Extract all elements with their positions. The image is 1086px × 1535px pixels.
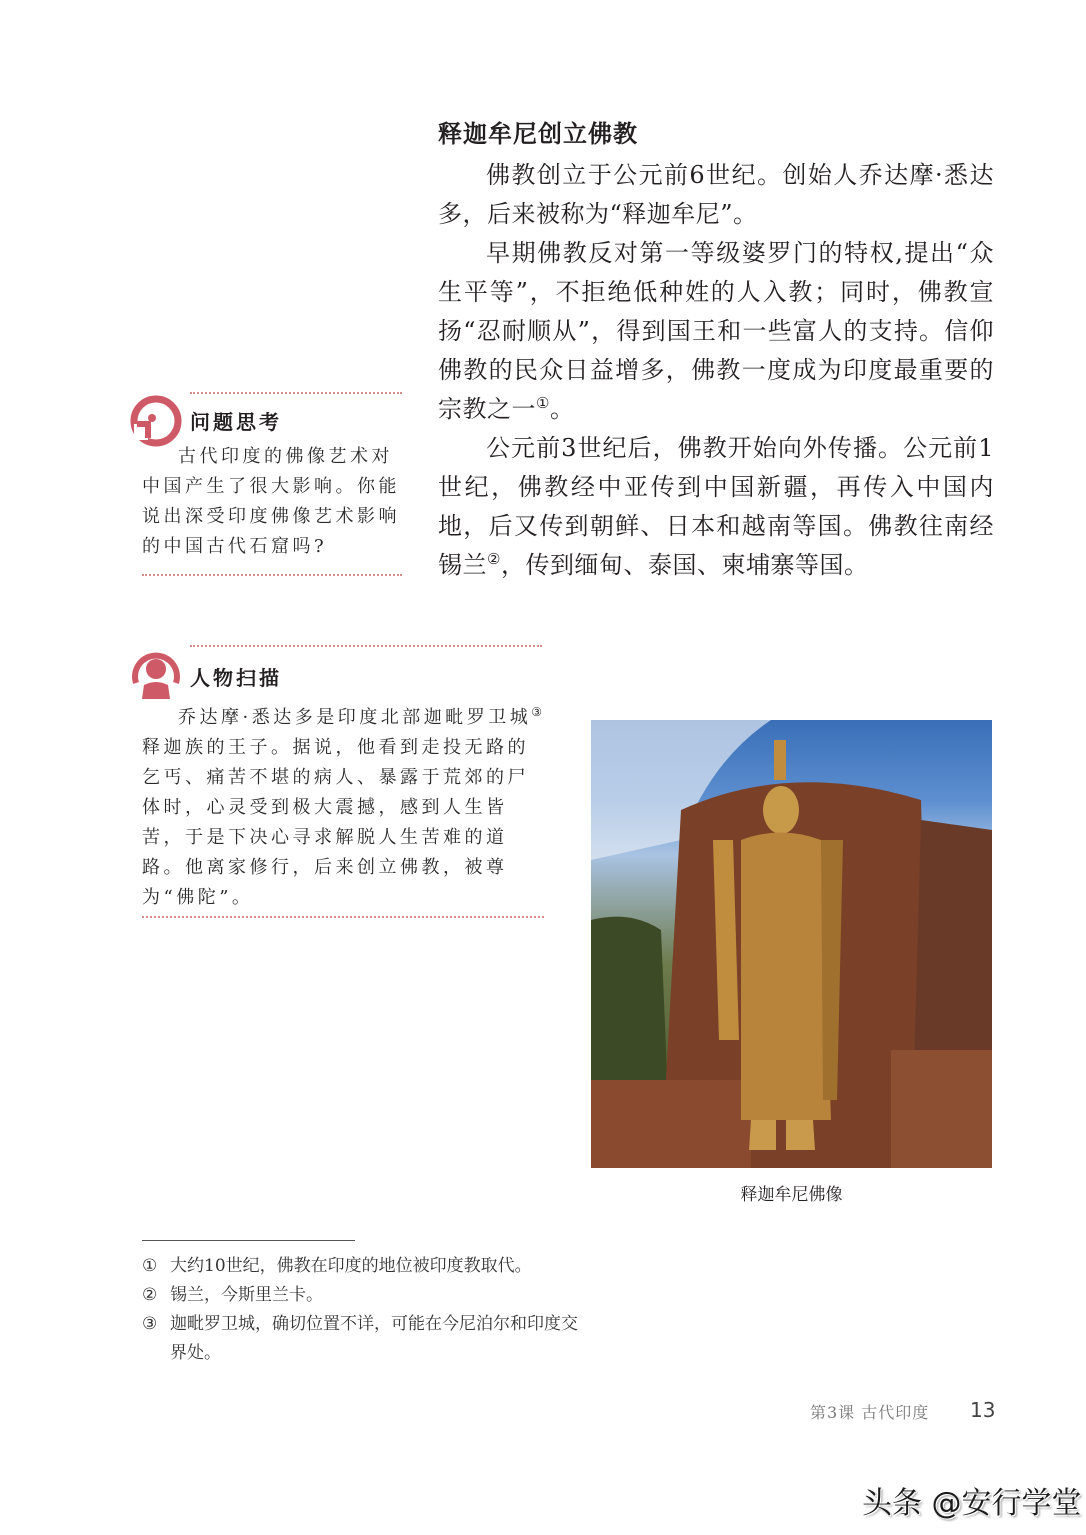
watermark: 头条 @安行学堂 [862,1486,1082,1521]
person-box-bottom-divider [142,916,544,918]
think-box-title: 问题思考 [190,410,282,434]
paragraph-3: 公元前3世纪后，佛教开始向外传播。公元前1世纪，佛教经中亚传到中国新疆，再传入中国内地，后又传到朝鲜、日本和越南等国。佛教往南经锡兰②，传到缅甸、泰国、柬埔寨等国。 [438,434,994,579]
think-box-bottom-divider [142,574,402,576]
footnote-1: ① 大约10世纪，佛教在印度的地位被印度教取代。 [142,1256,532,1276]
buddha-statue-photo [591,720,992,1168]
footnotes [142,1252,582,1368]
photo-caption: 释迦牟尼佛像 [740,1185,843,1205]
page-number: 13 [970,1398,996,1422]
think-box-top-divider [190,392,402,394]
paragraph-2: 早期佛教反对第一等级婆罗门的特权,提出“众生平等”，不拒绝低种姓的人入教；同时，佛教宣扬“忍耐顺从”，得到国王和一些富人的支持。信仰佛教的民众日益增多，佛教一度成为印度最重要的宗教之一①。 [438,239,994,423]
paragraph-1: 佛教创立于公元前6世纪。创始人乔达摩·悉达多，后来被称为“释迦牟尼”。 [438,161,994,228]
lesson-label: 第3课 古代印度 [810,1403,930,1422]
footnote-divider [142,1240,355,1241]
person-box-text: 乔达摩·悉达多是印度北部迦毗罗卫城③释迦族的王子。据说，他看到走投无路的乞丐、痛苦不堪的病人、暴露于荒郊的尸体时，心灵受到极大震撼，感到人生皆苦，于是下决心寻求解脱人生苦难的道路。他离家修行，后来创立佛教，被尊为“佛陀”。 [142,705,542,908]
footnote-3: ③ 迦毗罗卫城，确切位置不详，可能在今尼泊尔和印度交界处。 [142,1314,578,1363]
footnote-ref-3[interactable]: ③ [531,705,542,719]
question-head-icon [129,394,183,448]
person-icon [129,647,183,701]
person-box-top-divider [190,645,542,647]
person-box-title: 人物扫描 [190,666,282,690]
footnote-ref-2[interactable]: ② [487,550,501,568]
footnote-2: ② 锡兰，今斯里兰卡。 [142,1285,323,1305]
section-title: 释迦牟尼创立佛教 [438,120,638,148]
main-body [438,156,994,585]
footnote-ref-1[interactable]: ① [536,394,550,412]
think-box-text: 古代印度的佛像艺术对中国产生了很大影响。你能说出深受印度佛像艺术影响的中国古代石窟吗? [142,446,400,557]
